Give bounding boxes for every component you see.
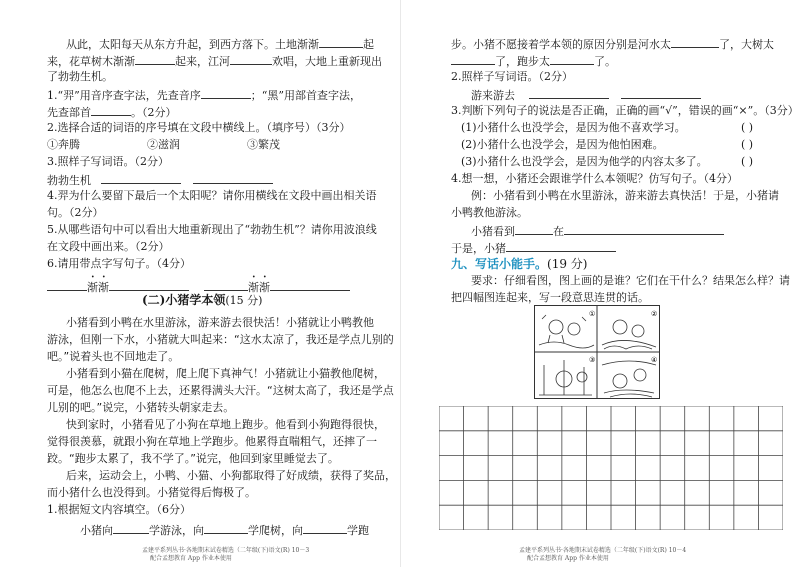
answer-blank[interactable] xyxy=(506,240,616,252)
answer-blank[interactable] xyxy=(451,53,495,65)
answer-blank[interactable] xyxy=(109,279,189,291)
svg-text:①: ① xyxy=(589,310,596,318)
question-4: 4.想一想，小猪还会跟谁学什么本领呢？仿写句子。（4分） xyxy=(451,172,738,185)
answer-blank[interactable] xyxy=(621,87,701,99)
question-3: 3.判断下列句子的说法是否正确，正确的画“√”，错误的画“×”。（3分） xyxy=(451,104,799,117)
answer-blank[interactable] xyxy=(193,172,273,184)
svg-text:②: ② xyxy=(651,310,658,318)
answer-paren[interactable]: ( ) xyxy=(741,138,754,151)
writing-requirement: 要求：仔细看图，图上画的是谁？它们在干什么？结果怎么样？请 xyxy=(471,274,790,287)
judge-item: (2)小猪什么也没学会，是因为他怕困难。 xyxy=(461,138,664,151)
question-1: 1.根据短文内容填空。（6分） xyxy=(47,503,191,516)
svg-text:③: ③ xyxy=(589,356,596,364)
example: 例：小猪看到小鸭在水里游泳，游来游去真快活！于是，小猪请 xyxy=(471,189,779,202)
question-6: 6.请用带点字写句子。（4分） xyxy=(47,257,191,270)
answer-blank[interactable] xyxy=(204,279,248,291)
left-page: 从此，太阳每天从东方升起，到西方落下。土地渐渐 起 来，花草树木渐渐 起来，江河 欢唱，大地上重新现出 了勃勃生机。 1.“羿”用音序查字法，先查音序 ；“黑”用部首查字法， 先查部首 。（2分） 2.选择合适的词语的序号填在文段中横线上。（填序号）（3分） ①奔腾 ②滋润 ③繁茂 3.照样子写词语。（2分） 勃勃生机 4.羿为什么要留下最后一个太阳呢？请你用横线在文段中画出相关语 句。（2分） 5.从哪些语句中可以看出大地重新现出了“勃勃生机”？请你用波浪线 在文段中画出来。（2分） 6.请用带点字写句子。（4分） 渐渐 渐渐 (二)小猪学本领(15 分) 小猪看到小鸭在水里游泳，游来游去很快活！小猪就让小鸭教他 游泳，但刚一下水，小猪就大叫起来：“这水太凉了，我还是学点儿别的 吧。”说着头也不回地走了。 小猪看到小猫在爬树，爬上爬下真神气！小猪就让小猫教他爬树， 可是，他怎么也爬不上去，还累得满头大汗。“这树太高了，我还是学点 儿别的吧。”说完，小猪转头朝家走去。 快到家时，小猪看见了小狗在草地上跑步。他看到小狗跑得很快， 觉得很羡慕，就跟小狗在草地上学跑步。他累得直喘粗气，还摔了一 跤。“跑步太累了，我不学了。”说完，他回到家里睡觉去了。 后来，运动会上，小鸭、小猫、小狗都取得了好成绩，获得了奖品， 而小猪什么也没得到。小猪觉得后悔极了。 1.根据短文内容填空。（6分） 小猪向 学游泳，向 学爬树，向 学跑 孟建平系列丛书·各地期末试卷精选（二年级(下)语文(R) 10－3 配合孟想教育 App 作业本使用 xyxy=(0,0,400,567)
question-2: 2.照样子写词语。（2分） xyxy=(451,70,573,83)
answer-paren[interactable]: ( ) xyxy=(741,121,754,134)
answer-blank[interactable] xyxy=(303,522,347,534)
question-5: 5.从哪些语句中可以看出大地重新现出了“勃勃生机”？请你用波浪线 xyxy=(47,223,377,236)
answer-blank[interactable] xyxy=(564,223,724,235)
answer-blank[interactable] xyxy=(671,36,719,48)
answer-blank[interactable] xyxy=(201,87,251,99)
option-1: ①奔腾 xyxy=(47,138,80,151)
answer-blank[interactable] xyxy=(47,279,87,291)
section-title: (二)小猪学本领(15 分) xyxy=(142,293,263,307)
question-2: 2.选择合适的词语的序号填在文段中横线上。（填序号）（3分） xyxy=(47,121,351,134)
page-footer: 孟建平系列丛书·各地期末试卷精选（二年级(下)语文(R) 10－4 xyxy=(519,547,687,554)
answer-blank[interactable] xyxy=(515,223,553,235)
answer-paren[interactable]: ( ) xyxy=(741,155,754,168)
judge-item: (1)小猪什么也没学会，是因为他不喜欢学习。 xyxy=(461,121,686,134)
answer-blank[interactable] xyxy=(550,53,594,65)
answer-blank[interactable] xyxy=(204,522,248,534)
text-line: 从此，太阳每天从东方升起，到西方落下。土地渐渐 xyxy=(66,38,319,51)
question-4: 4.羿为什么要留下最后一个太阳呢？请你用横线在文段中画出相关语 xyxy=(47,189,377,202)
judge-item: (3)小猪什么也没学会，是因为他学的内容太多了。 xyxy=(461,155,708,168)
page-footer: 孟建平系列丛书·各地期末试卷精选（二年级(下)语文(R) 10－3 xyxy=(142,547,310,554)
answer-blank[interactable] xyxy=(270,279,350,291)
option-2: ②滋润 xyxy=(147,138,180,151)
answer-blank[interactable] xyxy=(319,36,363,48)
right-page: 步。小猪不愿接着学本领的原因分别是河水太 了，大树太 了，跑步太 了。 2.照样子写词语。（2分） 游来游去 3.判断下列句子的说法是否正确，正确的画“√”，错误的画“×”。（3分） (1)小猪什么也没学会，是因为他不喜欢学习。 ( ) (2)小猪什么也没学会，是因为他怕困难。 ( ) (3)小猪什么也没学会，是因为他学的内容太多了。 ( ) 4.想一想，小猪还会跟谁学什么本领呢？仿写句子。（4分） 例：小猪看到小鸭在水里游泳，游来游去真快活！于是，小猪请 小鸭教他游泳。 小猪看到 在 于是，小猪 九、写话小能手。(19 分) 要求：仔细看图，图上画的是谁？它们在干什么？结果怎么样？请 把四幅图连起来，写一段意思连贯的话。 ① ② ③ ④ 孟建平系列丛书·各地期末试卷精选（二年级(下)语文(R) 10－4 配合孟想教育 App 作业本使用 xyxy=(400,0,800,567)
answer-blank[interactable] xyxy=(230,53,272,65)
four-panel-picture xyxy=(534,305,660,399)
answer-blank[interactable] xyxy=(135,53,175,65)
svg-text:④: ④ xyxy=(651,356,658,364)
option-3: ③繁茂 xyxy=(247,138,280,151)
section-title: 九、写话小能手。(19 分) xyxy=(451,257,588,271)
answer-blank[interactable] xyxy=(113,522,149,534)
answer-blank[interactable] xyxy=(101,172,181,184)
writing-grid[interactable] xyxy=(439,406,783,530)
answer-blank[interactable] xyxy=(529,87,609,99)
question-3: 3.照样子写词语。（2分） xyxy=(47,155,169,168)
text-line: 了勃勃生机。 xyxy=(47,70,113,83)
answer-blank[interactable] xyxy=(91,104,131,116)
